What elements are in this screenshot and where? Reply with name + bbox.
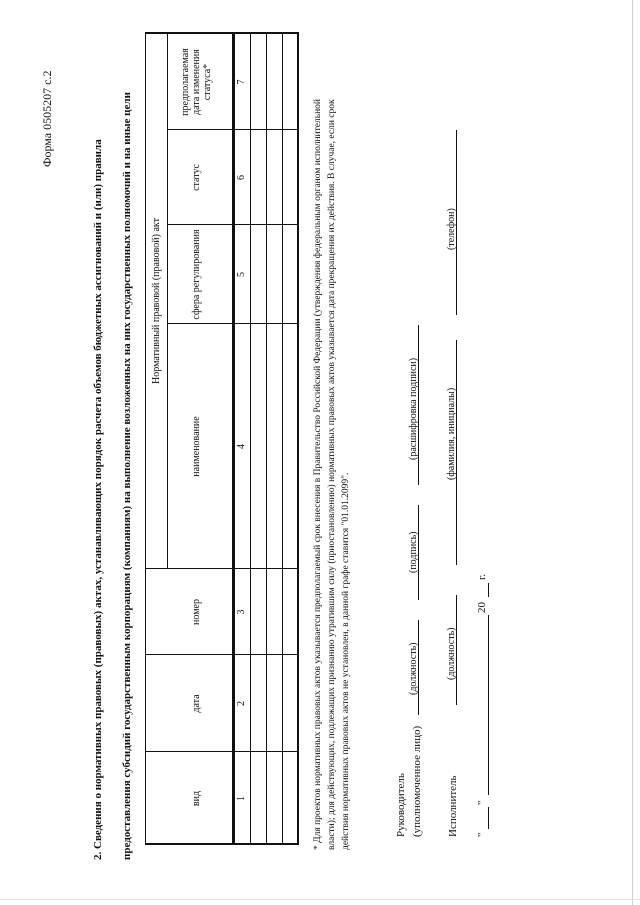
- column-header-type: вид: [191, 790, 202, 807]
- row-line: [266, 33, 267, 845]
- date-day-line: [488, 807, 489, 829]
- column-header-date: дата: [191, 694, 202, 713]
- date-quote-open: ": [476, 832, 488, 837]
- date-month-line: [488, 615, 489, 795]
- table-border-left: [145, 843, 299, 845]
- column-number: 5: [236, 272, 247, 277]
- column-number: 3: [236, 609, 247, 615]
- body-frame-bottom: [297, 33, 299, 845]
- col-divider: [145, 654, 299, 655]
- group-header-divider: [167, 33, 168, 569]
- table-border-right: [145, 32, 299, 34]
- column-header-scope: сфера регулирования: [191, 229, 202, 320]
- row-line: [282, 33, 283, 845]
- column-number: 6: [236, 175, 247, 180]
- column-number: 1: [236, 796, 247, 801]
- executor-label: Исполнитель: [447, 775, 459, 837]
- col-divider: [167, 323, 299, 324]
- table-border-top: [145, 33, 146, 845]
- col-divider: [145, 751, 299, 752]
- date-year-suffix: г.: [476, 573, 488, 580]
- footnote-line1: * Для проектов нормативных правовых актов указывается предполагаемый срок внесения в Правительство Российской Федерации (утверждения федеральным органом исполнительной: [313, 99, 323, 850]
- date-year-line: [488, 583, 489, 597]
- column-header-name: наименование: [191, 416, 202, 477]
- head-label: Руководитель: [395, 773, 407, 837]
- body-frame-top: [233, 33, 235, 845]
- position-caption: (должность): [408, 642, 419, 695]
- form-code: Форма 0505207 с.2: [40, 70, 54, 167]
- number-row-line: [250, 33, 251, 845]
- col-divider: [167, 129, 299, 130]
- footnote-line2: власти); для действующих, подлежащих признанию утратившим силу (приостановлению) нормативных правовых актов указывается дата прекращения их действия. В случае, если срок: [327, 99, 337, 850]
- col-divider: [167, 224, 299, 225]
- col-divider: [145, 568, 299, 569]
- phone-caption: (телефон): [446, 208, 457, 250]
- signature-caption: (подпись): [408, 531, 419, 573]
- section-title-line1: 2. Сведения о нормативных правовых (правовых) актах, устанавливающих порядок расчета объемов бюджетных ассигнований и (или) правила: [92, 139, 104, 860]
- column-number: 7: [236, 79, 247, 85]
- column-header-status-change-date: предполагаемая дата изменения статуса*: [180, 48, 213, 116]
- decode-caption: (расшифровка подписи): [408, 357, 419, 460]
- date-quote-close: ": [476, 800, 488, 805]
- head-sub-label: (уполномоченное лицо): [411, 725, 423, 837]
- column-number: 2: [236, 701, 247, 706]
- executor-position-caption: (должность): [446, 627, 457, 680]
- executor-name-caption: (фамилия, инициалы): [446, 387, 457, 480]
- section-title-line2: предоставления субсидий государственным корпорациям (компаниям) на выполнение возложенных на них государственных полномочий и на иные цели: [121, 92, 133, 860]
- column-number: 4: [236, 444, 247, 449]
- group-header: Нормативный правовой (правовой) акт: [151, 218, 162, 384]
- column-header-status: статус: [191, 164, 202, 191]
- footnote-line3: действия нормативных правовых актов не установлен, в данной графе ставится "01.01.2099".: [341, 472, 351, 850]
- date-year-prefix: 20: [476, 602, 488, 613]
- column-header-number: номер: [191, 599, 202, 625]
